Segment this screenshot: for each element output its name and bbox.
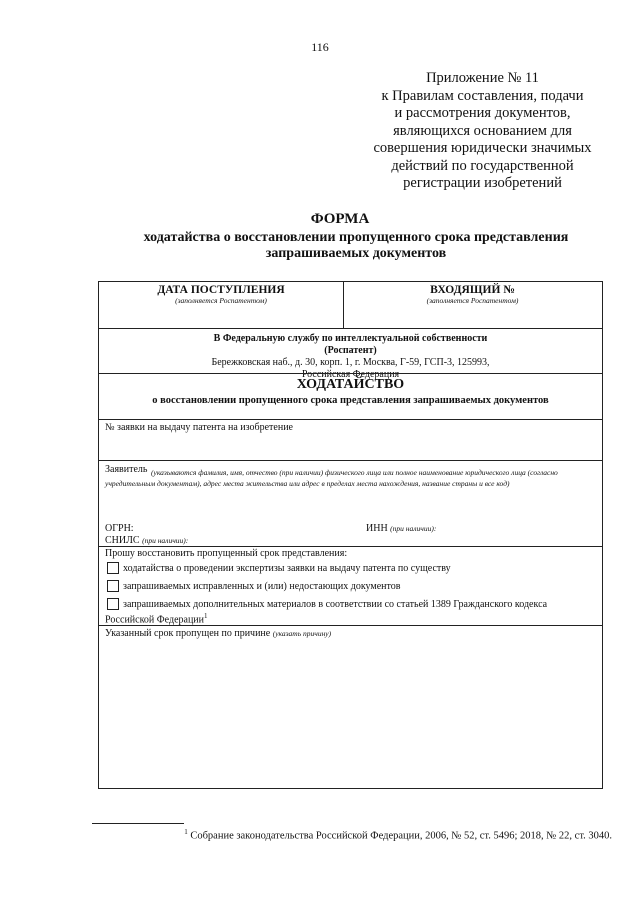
- applicant-field[interactable]: [99, 504, 602, 524]
- petition-title-section: [99, 374, 602, 419]
- ogrn-label: ОГРН:: [105, 523, 134, 534]
- footnote-separator: [92, 823, 184, 824]
- page-number: 116: [311, 40, 329, 54]
- reason-label: Указанный срок пропущен по причине (указать причину): [105, 628, 332, 639]
- date-received-hint: (заполняется Роспатентом): [175, 296, 267, 305]
- application-number-field[interactable]: [99, 434, 602, 459]
- divider: [99, 625, 602, 626]
- option-corrected-docs-label: запрашиваемых исправленных и (или) недостающих документов: [123, 581, 401, 592]
- form-title: ФОРМА: [310, 211, 370, 227]
- option-additional-materials-checkbox[interactable]: [107, 598, 119, 610]
- divider: [99, 546, 602, 547]
- option-expertise-checkbox[interactable]: [107, 562, 119, 574]
- divider: [99, 460, 602, 461]
- appendix-line: к Правилам составления, подачи: [381, 87, 584, 104]
- petition-title: ХОДАТАЙСТВО: [296, 377, 405, 392]
- form-subtitle-line2: запрашиваемых документов: [265, 246, 447, 261]
- appendix-line: регистрации изобретений: [403, 175, 562, 191]
- inn-label: ИНН (при наличии):: [366, 523, 437, 534]
- appendix-line: совершения юридически значимых: [373, 140, 592, 156]
- option-expertise-label: ходатайства о проведении экспертизы заявки на выдачу патента по существу: [123, 563, 451, 574]
- application-number-label: № заявки на выдачу патента на изобретение: [105, 422, 293, 433]
- addressee-line2: (Роспатент): [324, 345, 377, 356]
- addressee-line4: Российская Федерация: [301, 369, 400, 380]
- form-subtitle-line1: ходатайства о восстановлении пропущенного срока представления: [143, 230, 569, 245]
- date-received-cell[interactable]: [99, 282, 344, 328]
- option-additional-materials-cont: Российской Федерации$^1$: [105, 612, 208, 626]
- applicant-hint: (указываются фамилия, имя, отчество (при наличии) физического лица или полное наименование юридического лица (согласно учредительным документам), адрес места жительства или адрес в пределах места нахождения, название страны и все код): [105, 468, 558, 488]
- date-received-label: ДАТА ПОСТУПЛЕНИЯ: [157, 284, 285, 296]
- addressee-section: [99, 329, 602, 380]
- incoming-number-hint: (заполняется Роспатентом): [426, 296, 519, 305]
- appendix-line: Приложение № 11: [426, 70, 539, 86]
- incoming-number-label: ВХОДЯЩИЙ №: [430, 284, 515, 296]
- reason-field[interactable]: [99, 642, 602, 788]
- request-label: Прошу восстановить пропущенный срок представления:: [105, 548, 348, 559]
- option-corrected-docs-checkbox[interactable]: [107, 580, 119, 592]
- snils-label: СНИЛС (при наличии):: [105, 535, 189, 546]
- appendix-block: [340, 70, 625, 193]
- petition-subtitle: о восстановлении пропущенного срока представления запрашиваемых документов: [152, 395, 549, 406]
- footnote: $^1$ Собрание законодательства Российской Федерации, 2006, № 52, ст. 5496; 2018, № 22, ст. 3040.: [184, 828, 612, 842]
- petition-form: [98, 281, 603, 789]
- form-subtitle: [96, 230, 616, 262]
- option-additional-materials-label: запрашиваемых дополнительных материалов в соответствии со статьей 1389 Гражданского кодекса: [123, 599, 548, 610]
- addressee-line3: Бережковская наб., д. 30, корп. 1, г. Москва, Г-59, ГСП-3, 125993,: [211, 357, 490, 368]
- addressee-line1: В Федеральную службу по интеллектуальной собственности: [213, 333, 488, 344]
- divider: [99, 419, 602, 420]
- appendix-line: действий по государственной: [391, 157, 574, 174]
- applicant-label: Заявитель: [105, 464, 148, 475]
- appendix-line: являющихся основанием для: [393, 122, 572, 139]
- incoming-number-cell[interactable]: [343, 282, 602, 328]
- appendix-line: и рассмотрения документов,: [394, 105, 571, 121]
